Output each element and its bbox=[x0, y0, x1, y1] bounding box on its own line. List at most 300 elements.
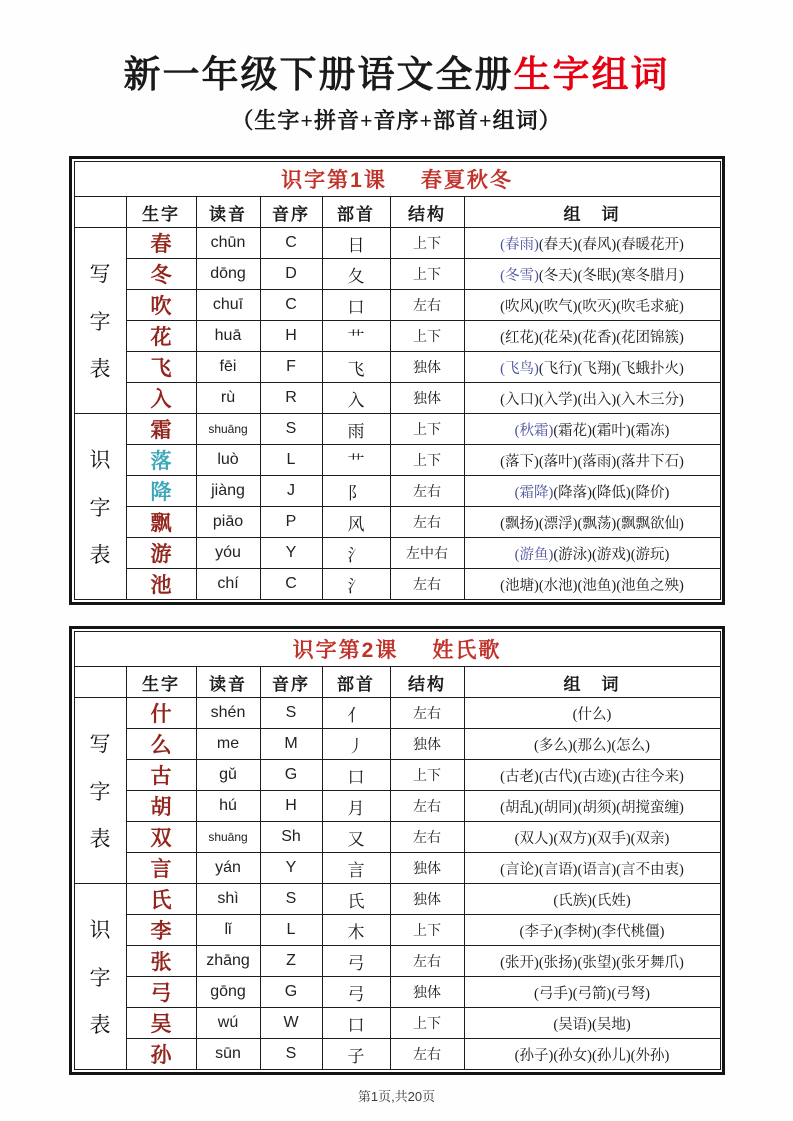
word-item: (氏姓) bbox=[592, 892, 631, 909]
word-item: (孙子) bbox=[514, 1047, 554, 1064]
radical-cell: 雨 bbox=[322, 414, 390, 445]
lesson-name: 姓氏歌 bbox=[432, 639, 502, 662]
table-row bbox=[74, 698, 720, 729]
word-item: (霜花) bbox=[553, 422, 593, 439]
words-cell bbox=[464, 321, 720, 352]
word-item: (落下) bbox=[500, 453, 539, 470]
pinyin-cell: zhāng bbox=[196, 946, 260, 977]
column-header-row bbox=[74, 667, 720, 698]
alphabet-order-cell: C bbox=[260, 569, 322, 600]
structure-cell: 上下 bbox=[390, 1008, 464, 1039]
pinyin-cell: me bbox=[196, 729, 260, 760]
structure-cell: 左右 bbox=[390, 791, 464, 822]
alphabet-order-cell: Y bbox=[260, 538, 322, 569]
word-item: (降低) bbox=[592, 484, 631, 501]
character-cell: 吹 bbox=[126, 290, 196, 321]
word-item: (降落) bbox=[553, 484, 593, 501]
alphabet-order-cell: D bbox=[260, 259, 322, 290]
word-item: (古代) bbox=[538, 768, 578, 785]
word-item: (池塘) bbox=[500, 577, 539, 594]
page-title-black: 新一年级下册语文全册 bbox=[123, 55, 514, 96]
section-label-text bbox=[75, 897, 126, 1057]
structure-cell: 上下 bbox=[390, 445, 464, 476]
character-cell: 双 bbox=[126, 822, 196, 853]
structure-cell: 独体 bbox=[390, 977, 464, 1008]
page-number: 第1页,共20页 bbox=[357, 1089, 436, 1104]
alphabet-order-cell: M bbox=[260, 729, 322, 760]
word-item: (吹毛求疵) bbox=[616, 298, 684, 315]
alphabet-order-cell: R bbox=[260, 383, 322, 414]
structure-cell: 上下 bbox=[390, 228, 464, 259]
table-title-row bbox=[74, 162, 720, 197]
structure-cell: 独体 bbox=[390, 729, 464, 760]
structure-cell: 上下 bbox=[390, 414, 464, 445]
column-header: 音序 bbox=[260, 197, 322, 228]
words-cell bbox=[464, 476, 720, 507]
pinyin-cell: shì bbox=[196, 884, 260, 915]
radical-cell: 夂 bbox=[322, 259, 390, 290]
word-item: (冬天) bbox=[538, 267, 578, 284]
radical-cell: 氵 bbox=[322, 569, 390, 600]
word-item: (霜降) bbox=[514, 484, 554, 501]
alphabet-order-cell: F bbox=[260, 352, 322, 383]
pinyin-cell: rù bbox=[196, 383, 260, 414]
words-cell bbox=[464, 760, 720, 791]
section-label bbox=[74, 884, 126, 1070]
character-cell: 落 bbox=[126, 445, 196, 476]
word-item: (飞翔) bbox=[577, 360, 617, 377]
section-label-char: 识 bbox=[89, 448, 111, 472]
table-row bbox=[74, 569, 720, 600]
table-row bbox=[74, 977, 720, 1008]
word-item: (胡搅蛮缠) bbox=[616, 799, 684, 816]
word-item: (漂浮) bbox=[538, 515, 578, 532]
words-cell bbox=[464, 414, 720, 445]
word-item: (李树) bbox=[558, 923, 597, 940]
alphabet-order-cell: C bbox=[260, 290, 322, 321]
character-cell: 弓 bbox=[126, 977, 196, 1008]
word-item: (飘扬) bbox=[500, 515, 539, 532]
word-item: (落叶) bbox=[538, 453, 578, 470]
word-item: (飘飘欲仙) bbox=[616, 515, 684, 532]
table-title bbox=[74, 162, 720, 197]
pinyin-cell: sūn bbox=[196, 1039, 260, 1070]
word-item: (霜冻) bbox=[630, 422, 670, 439]
column-header: 读音 bbox=[196, 667, 260, 698]
structure-cell: 独体 bbox=[390, 884, 464, 915]
word-item: (秋霜) bbox=[514, 422, 554, 439]
word-item: (弓手) bbox=[534, 985, 573, 1002]
alphabet-order-cell: L bbox=[260, 915, 322, 946]
word-item: (落井下石) bbox=[616, 453, 684, 470]
structure-cell: 独体 bbox=[390, 352, 464, 383]
word-item: (胡同) bbox=[538, 799, 578, 816]
column-header: 组 词 bbox=[464, 667, 720, 698]
structure-cell: 左右 bbox=[390, 822, 464, 853]
word-item: (吴语) bbox=[553, 1016, 592, 1033]
word-item: (水池) bbox=[538, 577, 578, 594]
word-item: (飘荡) bbox=[577, 515, 617, 532]
radical-cell: 木 bbox=[322, 915, 390, 946]
words-cell bbox=[464, 884, 720, 915]
pinyin-cell: hú bbox=[196, 791, 260, 822]
alphabet-order-cell: Y bbox=[260, 853, 322, 884]
alphabet-order-cell: G bbox=[260, 977, 322, 1008]
pinyin-cell: piāo bbox=[196, 507, 260, 538]
radical-cell: 日 bbox=[322, 228, 390, 259]
column-header: 结构 bbox=[390, 197, 464, 228]
word-item: (吴地) bbox=[592, 1016, 631, 1033]
words-cell bbox=[464, 445, 720, 476]
section-label bbox=[74, 698, 126, 884]
character-cell: 降 bbox=[126, 476, 196, 507]
structure-cell: 上下 bbox=[390, 915, 464, 946]
word-item: (入木三分) bbox=[616, 391, 684, 408]
radical-cell: 氏 bbox=[322, 884, 390, 915]
word-item: (池鱼) bbox=[577, 577, 617, 594]
words-cell bbox=[464, 915, 720, 946]
word-item: (吹风) bbox=[500, 298, 539, 315]
character-cell: 游 bbox=[126, 538, 196, 569]
alphabet-order-cell: S bbox=[260, 698, 322, 729]
radical-cell: 又 bbox=[322, 822, 390, 853]
table-row bbox=[74, 915, 720, 946]
section-label-char: 表 bbox=[89, 543, 111, 567]
words-cell bbox=[464, 822, 720, 853]
table-row bbox=[74, 538, 720, 569]
worksheet-table bbox=[69, 156, 725, 605]
word-item: (古老) bbox=[500, 768, 539, 785]
lesson-number: 识字第1课 bbox=[281, 169, 387, 192]
character-cell: 池 bbox=[126, 569, 196, 600]
column-header: 音序 bbox=[260, 667, 322, 698]
character-cell: 吴 bbox=[126, 1008, 196, 1039]
word-item: (张望) bbox=[577, 954, 617, 971]
structure-cell: 左右 bbox=[390, 290, 464, 321]
pinyin-cell: lǐ bbox=[196, 915, 260, 946]
table-row bbox=[74, 853, 720, 884]
structure-cell: 左中右 bbox=[390, 538, 464, 569]
page-title-red: 生字组词 bbox=[513, 55, 670, 96]
pinyin-cell: wú bbox=[196, 1008, 260, 1039]
word-item: (那么) bbox=[572, 737, 612, 754]
word-item: (入口) bbox=[500, 391, 539, 408]
radical-cell: 阝 bbox=[322, 476, 390, 507]
character-cell: 春 bbox=[126, 228, 196, 259]
word-item: (吹气) bbox=[538, 298, 578, 315]
character-cell: 胡 bbox=[126, 791, 196, 822]
words-cell bbox=[464, 729, 720, 760]
word-item: (春暖花开) bbox=[616, 236, 684, 253]
word-item: (双手) bbox=[592, 830, 631, 847]
words-cell bbox=[464, 569, 720, 600]
section-label-char: 写 bbox=[89, 262, 111, 286]
word-item: (游戏) bbox=[592, 546, 631, 563]
worksheet-table bbox=[69, 626, 725, 1075]
table-row bbox=[74, 946, 720, 977]
radical-cell: 子 bbox=[322, 1039, 390, 1070]
word-item: (出入) bbox=[577, 391, 617, 408]
section-label bbox=[74, 228, 126, 414]
lesson-number: 识字第2课 bbox=[292, 639, 399, 662]
words-cell bbox=[464, 538, 720, 569]
table-row bbox=[74, 259, 720, 290]
pinyin-cell: yóu bbox=[196, 538, 260, 569]
radical-cell: 弓 bbox=[322, 977, 390, 1008]
word-item: (游鱼) bbox=[514, 546, 554, 563]
pinyin-cell: chuī bbox=[196, 290, 260, 321]
alphabet-order-cell: H bbox=[260, 321, 322, 352]
radical-cell: 飞 bbox=[322, 352, 390, 383]
word-item: (胡乱) bbox=[500, 799, 539, 816]
page-subtitle: （生字+拼音+音序+部首+组词） bbox=[231, 108, 562, 133]
radical-cell: 艹 bbox=[322, 321, 390, 352]
word-item: (双亲) bbox=[630, 830, 670, 847]
words-cell bbox=[464, 1008, 720, 1039]
section-label bbox=[74, 414, 126, 600]
alphabet-order-cell: H bbox=[260, 791, 322, 822]
words-cell bbox=[464, 352, 720, 383]
character-cell: 飞 bbox=[126, 352, 196, 383]
radical-cell: 艹 bbox=[322, 445, 390, 476]
table-title bbox=[74, 632, 720, 667]
table-row bbox=[74, 321, 720, 352]
section-label-char: 表 bbox=[89, 357, 111, 381]
words-cell bbox=[464, 853, 720, 884]
structure-cell: 左右 bbox=[390, 698, 464, 729]
word-item: (李子) bbox=[519, 923, 559, 940]
word-item: (古迹) bbox=[577, 768, 617, 785]
radical-cell: 弓 bbox=[322, 946, 390, 977]
pinyin-cell: dōng bbox=[196, 259, 260, 290]
structure-cell: 左右 bbox=[390, 507, 464, 538]
pinyin-cell: chí bbox=[196, 569, 260, 600]
section-label-char: 字 bbox=[89, 309, 111, 334]
alphabet-order-cell: C bbox=[260, 228, 322, 259]
column-header-row bbox=[74, 197, 720, 228]
alphabet-order-cell: S bbox=[260, 1039, 322, 1070]
alphabet-order-cell: Sh bbox=[260, 822, 322, 853]
word-item: (飞鸟) bbox=[500, 360, 539, 377]
pinyin-cell: gǔ bbox=[196, 760, 260, 791]
word-item: (语言) bbox=[577, 861, 617, 878]
word-item: (红花) bbox=[500, 329, 539, 346]
alphabet-order-cell: Z bbox=[260, 946, 322, 977]
word-item: (飞行) bbox=[538, 360, 578, 377]
pinyin-cell: yán bbox=[196, 853, 260, 884]
table-row bbox=[74, 414, 720, 445]
column-header: 部首 bbox=[322, 197, 390, 228]
word-item: (言论) bbox=[500, 861, 539, 878]
alphabet-order-cell: S bbox=[260, 414, 322, 445]
pinyin-cell: gōng bbox=[196, 977, 260, 1008]
word-item: (春风) bbox=[577, 236, 617, 253]
word-item: (落雨) bbox=[577, 453, 617, 470]
character-cell: 么 bbox=[126, 729, 196, 760]
word-item: (飞蛾扑火) bbox=[616, 360, 684, 377]
word-item: (外孙) bbox=[630, 1047, 670, 1064]
radical-cell: 丿 bbox=[322, 729, 390, 760]
column-header: 结构 bbox=[390, 667, 464, 698]
pinyin-cell: luò bbox=[196, 445, 260, 476]
words-cell bbox=[464, 507, 720, 538]
word-item: (张开) bbox=[500, 954, 539, 971]
structure-cell: 左右 bbox=[390, 569, 464, 600]
structure-cell: 左右 bbox=[390, 1039, 464, 1070]
section-label-char: 识 bbox=[89, 918, 111, 942]
table-row bbox=[74, 290, 720, 321]
lesson-table bbox=[74, 631, 721, 1070]
alphabet-order-cell: L bbox=[260, 445, 322, 476]
table-row bbox=[74, 729, 720, 760]
radical-cell: 月 bbox=[322, 791, 390, 822]
character-cell: 什 bbox=[126, 698, 196, 729]
word-item: (降价) bbox=[630, 484, 670, 501]
words-cell bbox=[464, 290, 720, 321]
table-row bbox=[74, 383, 720, 414]
pinyin-cell: huā bbox=[196, 321, 260, 352]
words-cell bbox=[464, 383, 720, 414]
words-cell bbox=[464, 977, 720, 1008]
word-item: (古往今来) bbox=[616, 768, 684, 785]
word-item: (多么) bbox=[534, 737, 573, 754]
table-row bbox=[74, 884, 720, 915]
column-header: 生字 bbox=[126, 667, 196, 698]
word-item: (氏族) bbox=[553, 892, 592, 909]
pinyin-cell: chūn bbox=[196, 228, 260, 259]
word-item: (花朵) bbox=[538, 329, 578, 346]
tables-container bbox=[0, 156, 793, 1075]
structure-cell: 上下 bbox=[390, 259, 464, 290]
word-item: (张牙舞爪) bbox=[616, 954, 684, 971]
radical-cell: 口 bbox=[322, 760, 390, 791]
word-item: (双方) bbox=[553, 830, 592, 847]
section-label-char: 字 bbox=[89, 495, 111, 520]
word-item: (孙儿) bbox=[592, 1047, 631, 1064]
words-cell bbox=[464, 259, 720, 290]
table-row bbox=[74, 476, 720, 507]
word-item: (寒冬腊月) bbox=[616, 267, 684, 284]
lesson-name: 春夏秋冬 bbox=[420, 169, 513, 192]
word-item: (春天) bbox=[538, 236, 578, 253]
character-cell: 言 bbox=[126, 853, 196, 884]
character-cell: 古 bbox=[126, 760, 196, 791]
column-header: 生字 bbox=[126, 197, 196, 228]
word-item: (吹灭) bbox=[577, 298, 617, 315]
lesson-table bbox=[74, 161, 721, 600]
structure-cell: 独体 bbox=[390, 853, 464, 884]
word-item: (孙女) bbox=[553, 1047, 592, 1064]
alphabet-order-cell: W bbox=[260, 1008, 322, 1039]
structure-cell: 左右 bbox=[390, 946, 464, 977]
character-cell: 花 bbox=[126, 321, 196, 352]
table-row bbox=[74, 445, 720, 476]
word-item: (胡须) bbox=[577, 799, 617, 816]
character-cell: 孙 bbox=[126, 1039, 196, 1070]
table-row bbox=[74, 1039, 720, 1070]
structure-cell: 左右 bbox=[390, 476, 464, 507]
pinyin-cell: shuāng bbox=[196, 822, 260, 853]
character-cell: 氏 bbox=[126, 884, 196, 915]
pinyin-cell: fēi bbox=[196, 352, 260, 383]
radical-cell: 氵 bbox=[322, 538, 390, 569]
table-row bbox=[74, 352, 720, 383]
section-label-char: 字 bbox=[89, 965, 111, 990]
word-item: (冬雪) bbox=[500, 267, 539, 284]
table-row bbox=[74, 791, 720, 822]
words-cell bbox=[464, 698, 720, 729]
words-cell bbox=[464, 946, 720, 977]
word-item: (怎么) bbox=[611, 737, 651, 754]
alphabet-order-cell: P bbox=[260, 507, 322, 538]
section-label-char: 表 bbox=[89, 827, 111, 851]
word-item: (游泳) bbox=[553, 546, 593, 563]
words-cell bbox=[464, 1039, 720, 1070]
word-item: (池鱼之殃) bbox=[616, 577, 684, 594]
section-label-char: 写 bbox=[89, 732, 111, 756]
word-item: (花团锦簇) bbox=[616, 329, 684, 346]
table-row bbox=[74, 760, 720, 791]
word-item: (什么) bbox=[572, 706, 612, 723]
header-blank-cell bbox=[74, 667, 126, 698]
pinyin-cell: jiàng bbox=[196, 476, 260, 507]
section-label-text bbox=[75, 241, 126, 401]
word-item: (李代桃僵) bbox=[596, 923, 665, 940]
page-title bbox=[0, 44, 793, 98]
section-label-text bbox=[75, 427, 126, 587]
character-cell: 李 bbox=[126, 915, 196, 946]
alphabet-order-cell: S bbox=[260, 884, 322, 915]
character-cell: 霜 bbox=[126, 414, 196, 445]
word-item: (霜叶) bbox=[592, 422, 631, 439]
word-item: (弓箭) bbox=[572, 985, 612, 1002]
table-row bbox=[74, 1008, 720, 1039]
section-label-char: 字 bbox=[89, 779, 111, 804]
word-item: (言不由衷) bbox=[616, 861, 684, 878]
radical-cell: 入 bbox=[322, 383, 390, 414]
pinyin-cell: shén bbox=[196, 698, 260, 729]
structure-cell: 上下 bbox=[390, 321, 464, 352]
words-cell bbox=[464, 228, 720, 259]
word-item: (双人) bbox=[514, 830, 554, 847]
radical-cell: 口 bbox=[322, 290, 390, 321]
word-item: (入学) bbox=[538, 391, 578, 408]
character-cell: 冬 bbox=[126, 259, 196, 290]
word-item: (游玩) bbox=[630, 546, 670, 563]
character-cell: 入 bbox=[126, 383, 196, 414]
character-cell: 张 bbox=[126, 946, 196, 977]
word-item: (冬眠) bbox=[577, 267, 617, 284]
table-row bbox=[74, 228, 720, 259]
pinyin-cell: shuāng bbox=[196, 414, 260, 445]
header-blank-cell bbox=[74, 197, 126, 228]
radical-cell: 口 bbox=[322, 1008, 390, 1039]
word-item: (花香) bbox=[577, 329, 617, 346]
alphabet-order-cell: G bbox=[260, 760, 322, 791]
word-item: (春雨) bbox=[500, 236, 539, 253]
column-header: 组 词 bbox=[464, 197, 720, 228]
table-row bbox=[74, 822, 720, 853]
radical-cell: 风 bbox=[322, 507, 390, 538]
word-item: (张扬) bbox=[538, 954, 578, 971]
section-label-char: 表 bbox=[89, 1013, 111, 1037]
table-row bbox=[74, 507, 720, 538]
radical-cell: 言 bbox=[322, 853, 390, 884]
column-header: 部首 bbox=[322, 667, 390, 698]
structure-cell: 独体 bbox=[390, 383, 464, 414]
alphabet-order-cell: J bbox=[260, 476, 322, 507]
word-item: (弓弩) bbox=[611, 985, 651, 1002]
